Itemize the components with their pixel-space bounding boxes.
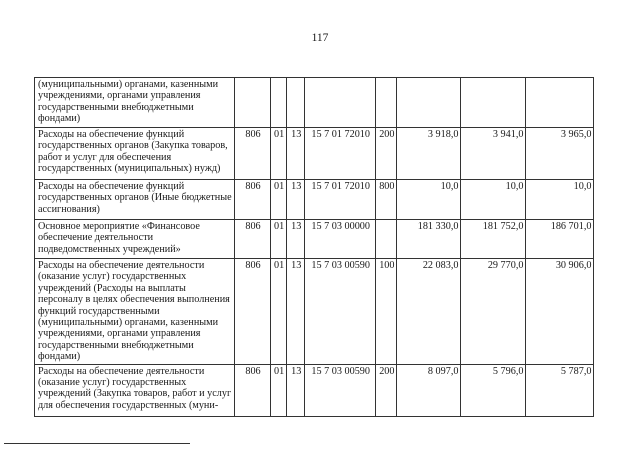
row-description: Расходы на обеспечение функций государственных органов (Закупка товаров, работ и услуг для обеспечения государственных (муниципальных) нужд)	[35, 128, 235, 180]
subsection-code: 13	[287, 128, 305, 180]
amount-year-2: 29 770,0	[461, 259, 526, 365]
amount-year-3: 30 906,0	[526, 259, 594, 365]
subsection-code: 13	[287, 220, 305, 259]
section-code: 01	[271, 128, 287, 180]
section-code	[271, 78, 287, 128]
row-description: Расходы на обеспечение деятельности (оказание услуг) государственных учреждений (Расходы на выплаты персоналу в целях обеспечения выполнения функций государственными (муниципальными) органами, казенными учреждениями, органами управления государственными внебюджетными фондами)	[35, 259, 235, 365]
amount-year-3	[526, 78, 594, 128]
amount-year-1: 3 918,0	[397, 128, 461, 180]
ministry-code: 806	[235, 364, 271, 416]
ministry-code: 806	[235, 128, 271, 180]
amount-year-2: 10,0	[461, 180, 526, 220]
table-row	[35, 78, 594, 128]
amount-year-3: 3 965,0	[526, 128, 594, 180]
expense-type	[376, 220, 397, 259]
subsection-code	[287, 78, 305, 128]
section-code: 01	[271, 180, 287, 220]
page-number: 117	[311, 32, 329, 44]
table-row	[35, 128, 594, 180]
row-description: Расходы на обеспечение функций государственных органов (Иные бюджетные ассигнования)	[35, 180, 235, 220]
target-article: 15 7 03 00590	[305, 259, 376, 365]
target-article: 15 7 03 00590	[305, 364, 376, 416]
amount-year-3: 5 787,0	[526, 364, 594, 416]
row-description: (муниципальными) органами, казенными учреждениями, органами управления государственными внебюджетными фондами)	[35, 78, 235, 128]
subsection-code: 13	[287, 259, 305, 365]
ministry-code	[235, 78, 271, 128]
amount-year-3: 186 701,0	[526, 220, 594, 259]
ministry-code: 806	[235, 259, 271, 365]
expense-type: 800	[376, 180, 397, 220]
footnote-separator	[4, 443, 190, 444]
expense-type: 100	[376, 259, 397, 365]
amount-year-2: 5 796,0	[461, 364, 526, 416]
ministry-code: 806	[235, 180, 271, 220]
amount-year-1: 181 330,0	[397, 220, 461, 259]
target-article: 15 7 03 00000	[305, 220, 376, 259]
table-row	[35, 220, 594, 259]
amount-year-1: 10,0	[397, 180, 461, 220]
subsection-code: 13	[287, 180, 305, 220]
target-article: 15 7 01 72010	[305, 128, 376, 180]
target-article: 15 7 01 72010	[305, 180, 376, 220]
section-code: 01	[271, 220, 287, 259]
target-article	[305, 78, 376, 128]
table-row	[35, 259, 594, 365]
table-row	[35, 364, 594, 416]
subsection-code: 13	[287, 364, 305, 416]
amount-year-1: 8 097,0	[397, 364, 461, 416]
row-description: Основное мероприятие «Финансовое обеспечение деятельности подведомственных учреждений»	[35, 220, 235, 259]
amount-year-2	[461, 78, 526, 128]
expense-type: 200	[376, 128, 397, 180]
amount-year-1	[397, 78, 461, 128]
section-code: 01	[271, 259, 287, 365]
amount-year-1: 22 083,0	[397, 259, 461, 365]
amount-year-2: 181 752,0	[461, 220, 526, 259]
table-body	[35, 78, 594, 417]
section-code: 01	[271, 364, 287, 416]
row-description: Расходы на обеспечение деятельности (оказание услуг) государственных учреждений (Закупка товаров, работ и услуг для обеспечения государственных (муни-	[35, 364, 235, 416]
budget-table	[34, 77, 594, 417]
expense-type	[376, 78, 397, 128]
ministry-code: 806	[235, 220, 271, 259]
expense-type: 200	[376, 364, 397, 416]
amount-year-2: 3 941,0	[461, 128, 526, 180]
table-row	[35, 180, 594, 220]
amount-year-3: 10,0	[526, 180, 594, 220]
